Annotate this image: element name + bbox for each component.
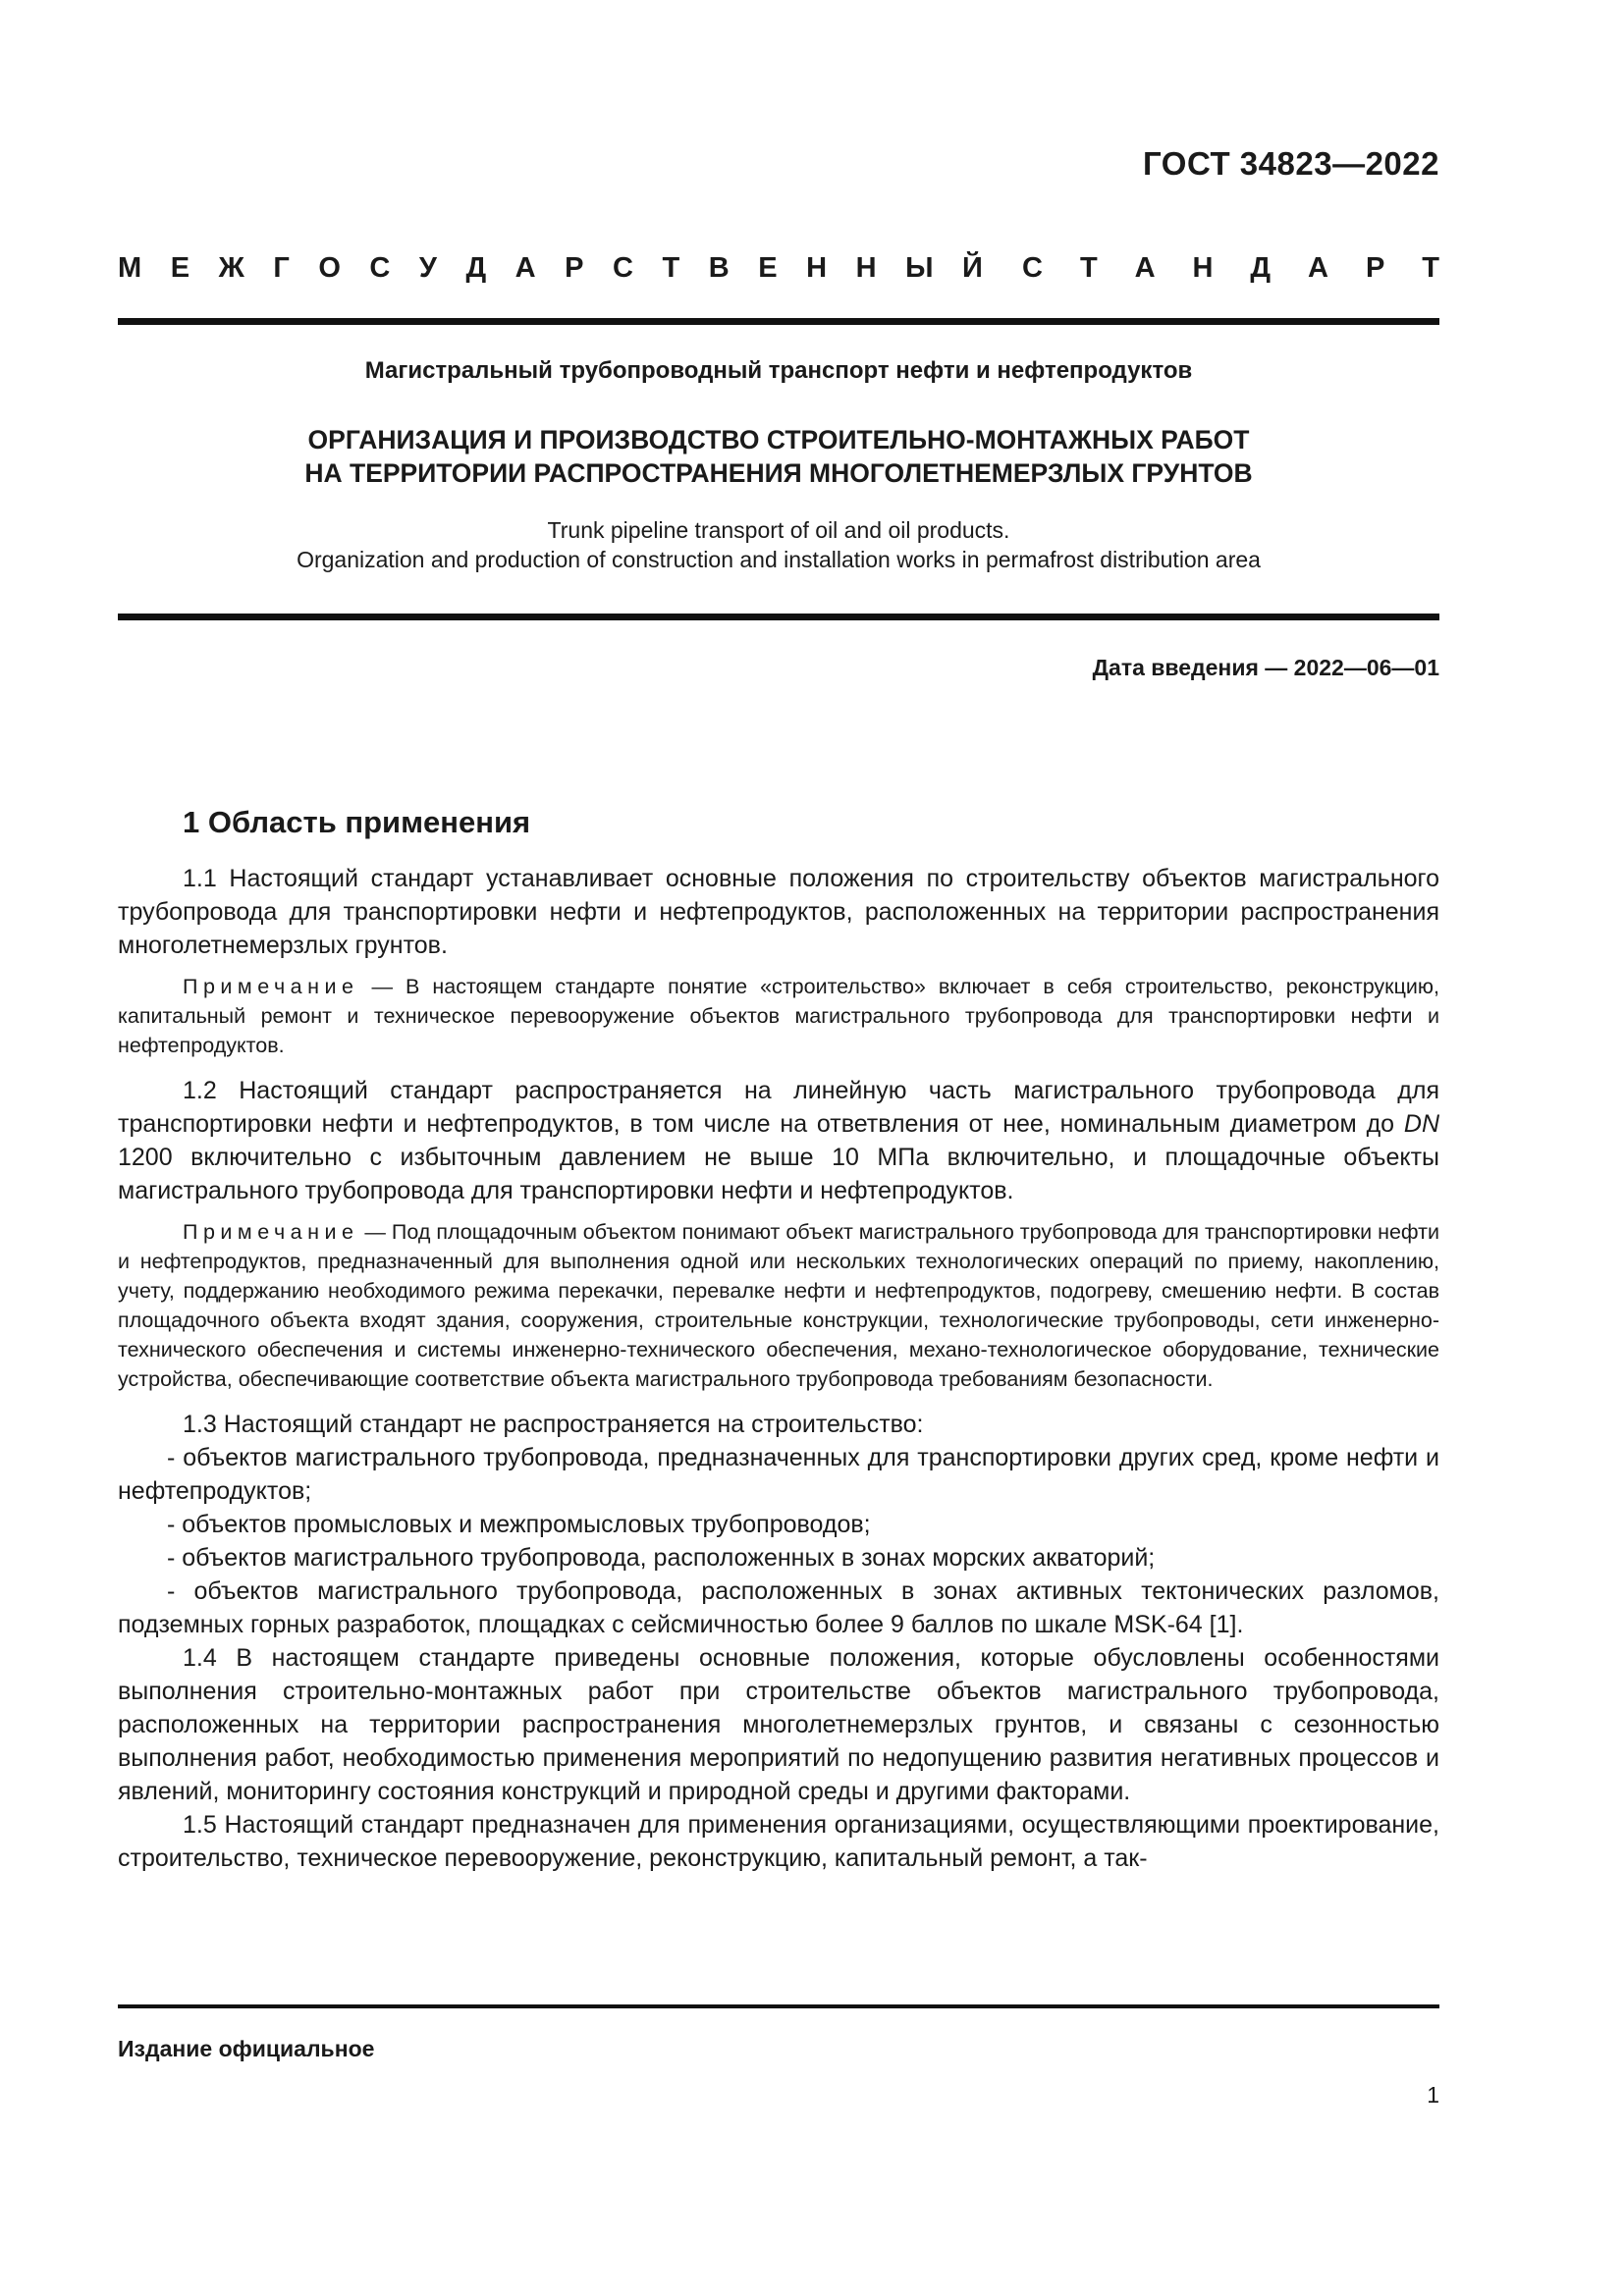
heading-letter: Т <box>662 252 680 284</box>
document-title <box>118 423 1439 490</box>
heading-letter: В <box>708 252 730 284</box>
heading-letter: Н <box>855 252 877 284</box>
list-item: - объектов промысловых и межпромысловых трубопроводов; <box>167 1511 871 1538</box>
heading-letter: Е <box>170 252 190 284</box>
edition-label: Издание официальное <box>118 2036 375 2061</box>
note-1 <box>118 972 1439 1060</box>
note-2 <box>118 1217 1439 1394</box>
heading-letter: Т <box>1079 252 1098 284</box>
paragraph-1-3: 1.3 Настоящий стандарт не распространяется на строительство: <box>183 1411 924 1438</box>
heading-letter: Е <box>758 252 778 284</box>
heading-letter: А <box>1134 252 1156 284</box>
heading-letter: С <box>369 252 391 284</box>
heading-letter: С <box>613 252 633 284</box>
heading-letter: М <box>118 252 142 284</box>
list-item: - объектов магистрального трубопровода, предназначенных для транспортировки других сред, кроме нефти и нефтепродуктов; <box>118 1444 1439 1505</box>
title-en-line-2: Organization and production of construction and installation works in permafrost distribution area <box>297 547 1261 572</box>
heading-letter: У <box>418 252 437 284</box>
heading-letter: Д <box>465 252 487 284</box>
paragraph-1-2 <box>118 1074 1439 1207</box>
document-body <box>118 803 1439 1875</box>
paragraph-1-4: 1.4 В настоящем стандарте приведены основные положения, которые обусловлены особенностями выполнения строительно-монтажных работ при строительстве объектов магистрального трубопровода, расположенных на территории распространения многолетнемерзлых грунтов, и связаны с сезонностью выполнения работ, необходимостью применения мероприятий по недопущению развития негативных процессов и явлений, мониторингу состояния конструкций и природной среды и другими факторами. <box>118 1644 1439 1805</box>
standard-kind-word-1 <box>118 252 983 285</box>
header-divider <box>118 318 1439 325</box>
heading-letter: Т <box>1422 252 1439 284</box>
title-line-2: НА ТЕРРИТОРИИ РАСПРОСТРАНЕНИЯ МНОГОЛЕТНЕМЕРЗЛЫХ ГРУНТОВ <box>304 458 1253 488</box>
gost-code: ГОСТ 34823—2022 <box>1143 145 1439 182</box>
title-en-line-1: Trunk pipeline transport of oil and oil products. <box>547 517 1010 543</box>
footer-divider <box>118 2004 1439 2008</box>
paragraph-1-1: 1.1 Настоящий стандарт устанавливает основные положения по строительству объектов магистрального трубопровода для транспортировки нефти и нефтепродуктов, расположенных на территории распространения многолетнемерзлых грунтов. <box>118 865 1439 959</box>
paragraph-1-5: 1.5 Настоящий стандарт предназначен для применения организациями, осуществляющими проектирование, строительство, техническое перевооружение, реконструкцию, капитальный ремонт, а так- <box>118 1811 1439 1872</box>
heading-letter: Р <box>1365 252 1385 284</box>
paragraph-1-2-text-b: 1200 включительно с избыточным давлением не выше 10 МПа включительно, и площадочные объекты магистрального трубопровода для транспортировки нефти и нефтепродуктов. <box>118 1144 1439 1204</box>
heading-letter: Н <box>806 252 828 284</box>
heading-letter: О <box>318 252 341 284</box>
introduction-date: Дата введения — 2022—06—01 <box>1092 655 1439 680</box>
heading-letter: А <box>1308 252 1328 284</box>
heading-letter: Ж <box>218 252 244 284</box>
heading-letter: Д <box>1250 252 1272 284</box>
heading-letter: Г <box>273 252 290 284</box>
heading-letter: С <box>1022 252 1043 284</box>
note-text: — В настоящем стандарте понятие «строительство» включает в себя строительство, реконструкцию, капитальный ремонт и техническое перевооружение объектов магистрального трубопровода для транспортировки нефти и нефтепродуктов. <box>118 975 1439 1057</box>
page-number: 1 <box>1427 2082 1439 2108</box>
standard-kind-word-2 <box>1022 252 1439 285</box>
heading-letter: Й <box>962 252 983 284</box>
heading-letter: Ы <box>905 252 934 284</box>
heading-letter: А <box>514 252 536 284</box>
heading-letter: Н <box>1192 252 1214 284</box>
document-title-english <box>118 515 1439 574</box>
dn-symbol: DN <box>1403 1110 1439 1138</box>
paragraph-1-2-text-a: 1.2 Настоящий стандарт распространяется на линейную часть магистрального трубопровода для транспортировки нефти и нефтепродуктов, в том числе на ответвления от нее, номинальным диаметром до <box>118 1077 1439 1138</box>
subject-line: Магистральный трубопроводный транспорт нефти и нефтепродуктов <box>364 357 1193 384</box>
title-divider <box>118 614 1439 620</box>
note-label: Примечание <box>183 1220 359 1244</box>
list-item: - объектов магистрального трубопровода, расположенных в зонах активных тектонических разломов, подземных горных разработок, площадках с сейсмичностью более 9 баллов по шкале MSK-64 [1]. <box>118 1577 1439 1638</box>
standard-kind-heading <box>118 252 1439 285</box>
list-item: - объектов магистрального трубопровода, расположенных в зонах морских акваторий; <box>167 1544 1156 1572</box>
note-text: — Под площадочным объектом понимают объект магистрального трубопровода для транспортировки нефти и нефтепродуктов, предназначенный для выполнения одной или нескольких технологических операций по приему, накоплению, учету, поддержанию необходимого режима перекачки, перевалке нефти и нефтепродуктов, подогреву, смешению нефти. В состав площадочного объекта входят здания, сооружения, строительные конструкции, технологические трубопроводы, сети инженерно-технического обеспечения и системы инженерно-технического обеспечения, механо-технологическое оборудование, технические устройства, обеспечивающие соответствие объекта магистрального трубопровода требованиям безопасности. <box>118 1220 1439 1391</box>
heading-letter: Р <box>565 252 584 284</box>
note-label: Примечание <box>183 975 359 998</box>
section-title: 1 Область применения <box>183 805 531 839</box>
title-line-1: ОРГАНИЗАЦИЯ И ПРОИЗВОДСТВО СТРОИТЕЛЬНО-МОНТАЖНЫХ РАБОТ <box>307 425 1250 454</box>
